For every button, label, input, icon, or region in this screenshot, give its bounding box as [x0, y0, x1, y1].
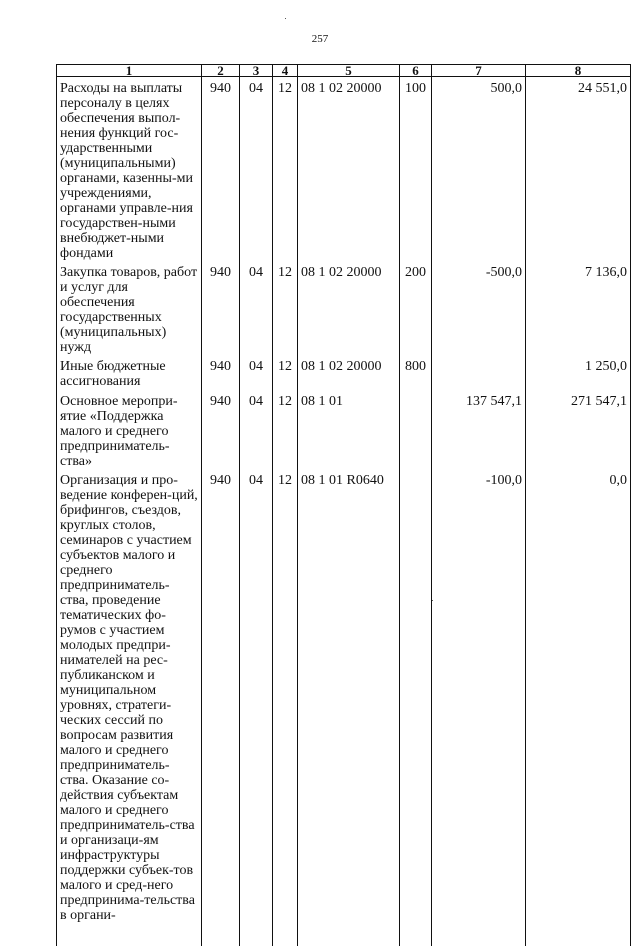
cell-subsection: 12 [273, 261, 298, 355]
column-header: 2 [202, 65, 240, 77]
cell-subsection: 12 [273, 77, 298, 262]
column-header: 6 [400, 65, 432, 77]
column-header: 7 [432, 65, 526, 77]
table-header-row [57, 65, 631, 77]
cell-total-amount: 1 250,0 [526, 355, 631, 390]
row-name: Расходы на выплаты персоналу в целях обеспечения выпол-нения функций гос-ударственными (муниципальными) органами, казенны-ми учреждениями, органами управле-ния государствен-ными внебюджет-ными фондами [57, 77, 202, 262]
column-header: 5 [298, 65, 400, 77]
cell-expense-type: 100 [400, 77, 432, 262]
cell-total-amount: 7 136,0 [526, 261, 631, 355]
column-header: 4 [273, 65, 298, 77]
cell-ministry-code: 940 [202, 77, 240, 262]
cell-expense-type [400, 469, 432, 946]
cell-section: 04 [240, 77, 273, 262]
column-header: 3 [240, 65, 273, 77]
cell-target-article: 08 1 02 20000 [298, 77, 400, 262]
budget-table [56, 64, 631, 946]
cell-expense-type: 800 [400, 355, 432, 390]
cell-total-amount: 24 551,0 [526, 77, 631, 262]
table-row [57, 355, 631, 390]
cell-change-amount: -500,0 [432, 261, 526, 355]
cell-section: 04 [240, 355, 273, 390]
cell-subsection: 12 [273, 355, 298, 390]
cell-ministry-code: 940 [202, 469, 240, 946]
table-row [57, 390, 631, 469]
cell-change-amount: 500,0 [432, 77, 526, 262]
page-number: 257 [311, 33, 329, 45]
cell-target-article: 08 1 01 R0640 [298, 469, 400, 946]
scan-speck [285, 18, 286, 19]
cell-expense-type [400, 390, 432, 469]
cell-section: 04 [240, 390, 273, 469]
cell-total-amount: 271 547,1 [526, 390, 631, 469]
row-name: Организация и про-ведение конферен-ций, брифингов, съездов, круглых столов, семинаров с участием субъектов малого и среднего предприниматель-ства, проведение тематических фо-румов с участием молодых предпри-нимателей на рес-публиканском и муниципальном уровнях, стратеги-ческих сессий по вопросам развития малого и среднего предприниматель-ства. Оказание со-действия субъектам малого и среднего предприниматель-ства и организаци-ям инфраструктуры поддержки субъек-тов малого и сред-него предпринима-тельства в органи- [57, 469, 202, 946]
table-row [57, 469, 631, 946]
cell-expense-type: 200 [400, 261, 432, 355]
cell-ministry-code: 940 [202, 261, 240, 355]
column-header: 1 [57, 65, 202, 77]
cell-section: 04 [240, 261, 273, 355]
row-name: Иные бюджетные ассигнования [57, 355, 202, 390]
row-name: Закупка товаров, работ и услуг для обеспечения государственных (муниципальных) нужд [57, 261, 202, 355]
cell-subsection: 12 [273, 469, 298, 946]
cell-change-amount: -100,0 [432, 469, 526, 946]
cell-ministry-code: 940 [202, 390, 240, 469]
cell-change-amount: 137 547,1 [432, 390, 526, 469]
cell-total-amount: 0,0 [526, 469, 631, 946]
cell-target-article: 08 1 02 20000 [298, 261, 400, 355]
cell-change-amount [432, 355, 526, 390]
cell-ministry-code: 940 [202, 355, 240, 390]
row-name: Основное меропри-ятие «Поддержка малого и среднего предприниматель-ства» [57, 390, 202, 469]
table-row [57, 261, 631, 355]
cell-target-article: 08 1 02 20000 [298, 355, 400, 390]
cell-section: 04 [240, 469, 273, 946]
column-header: 8 [526, 65, 631, 77]
cell-subsection: 12 [273, 390, 298, 469]
table-row [57, 77, 631, 262]
cell-target-article: 08 1 01 [298, 390, 400, 469]
